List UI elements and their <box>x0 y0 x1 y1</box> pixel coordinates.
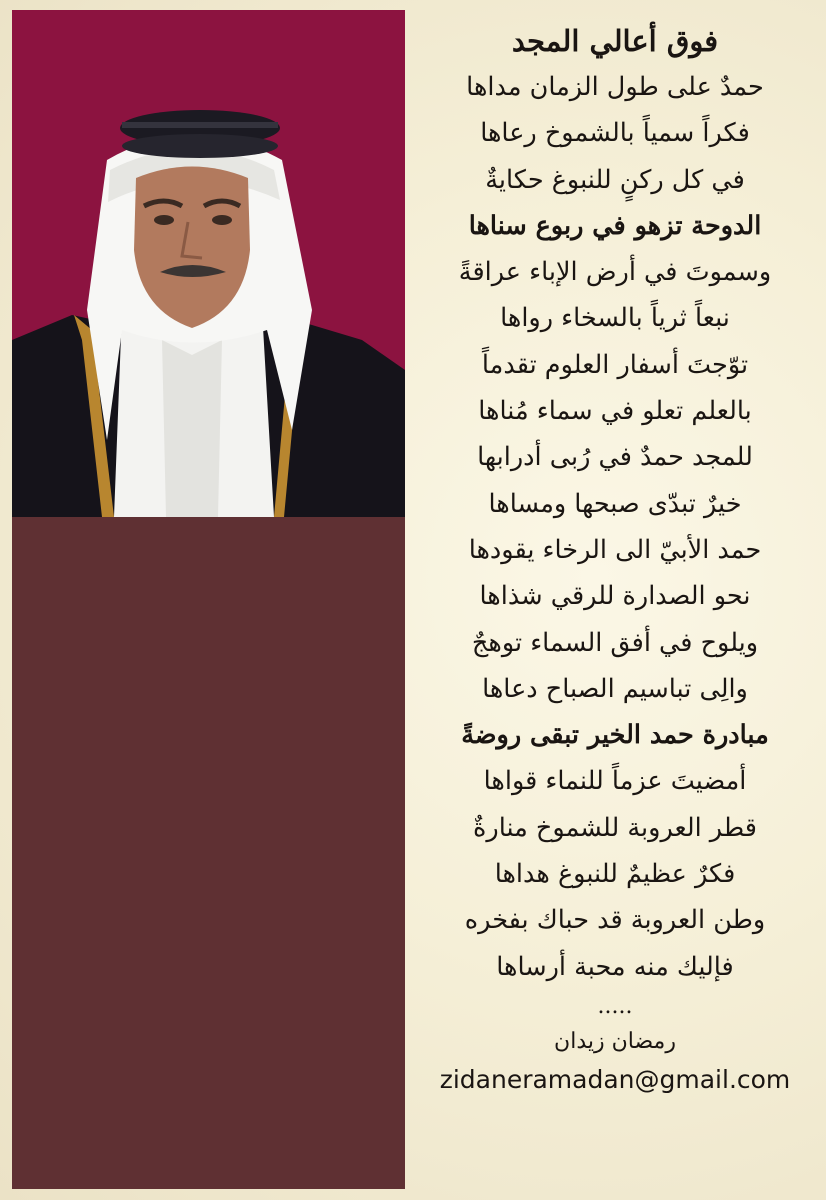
poem-verse: نحو الصدارة للرقي شذاها <box>479 581 751 612</box>
poem-verse: ويلوح في أفق السماء توهجٌ <box>471 627 759 658</box>
poem-verse: فإليك منه محبة أرساها <box>496 951 734 982</box>
poem-verse: بالعلم تعلو في سماء مُناها <box>478 396 752 427</box>
poem-verse: الدوحة تزهو في ربوع سناها <box>468 210 762 241</box>
poem-verse: خيرٌ تبدّى صبحها ومساها <box>488 488 742 519</box>
poem-verse: حمدٌ على طول الزمان مداها <box>466 72 764 102</box>
author-email: zidaneramadan@gmail.com <box>439 1064 791 1094</box>
poem-verse: توّجتَ أسفار العلوم تقدماً <box>481 349 749 380</box>
poem-verse: مبادرة حمد الخير تبقى روضةً <box>461 720 769 751</box>
poem-verse: أمضيتَ عزماً للنماء قواها <box>483 766 747 797</box>
poem-title: فوق أعالي المجد <box>511 24 719 58</box>
poem-verse: فكراً سمياً بالشموخ رعاها <box>480 118 750 149</box>
poem-verse: وسموتَ في أرض الإباء عراقةً <box>458 257 772 288</box>
poem-block <box>418 18 812 1188</box>
poem-verse: قطر العروبة للشموخ منارةٌ <box>473 812 757 843</box>
poem-verse: والِى تباسيم الصباح دعاها <box>482 673 748 704</box>
poem-verse: فكرٌ عظيمٌ للنبوغ هداها <box>494 859 736 890</box>
brown-panel <box>12 517 405 1189</box>
poem-verse: نبعاً ثرياً بالسخاء رواها <box>500 303 730 334</box>
poem-verse: حمد الأبيّ الى الرخاء يقودها <box>468 534 762 565</box>
portrait-image <box>12 10 405 517</box>
poem-verse: وطن العروبة قد حباك بفخره <box>464 905 766 936</box>
ellipsis: ..... <box>597 993 633 1019</box>
poem-verse: في كل ركنٍ للنبوغ حكايةٌ <box>485 164 745 195</box>
author-name: رمضان زيدان <box>554 1028 676 1054</box>
poem-verse: للمجد حمدٌ في رُبى أدرابها <box>477 442 753 473</box>
portrait-panel <box>12 10 405 517</box>
